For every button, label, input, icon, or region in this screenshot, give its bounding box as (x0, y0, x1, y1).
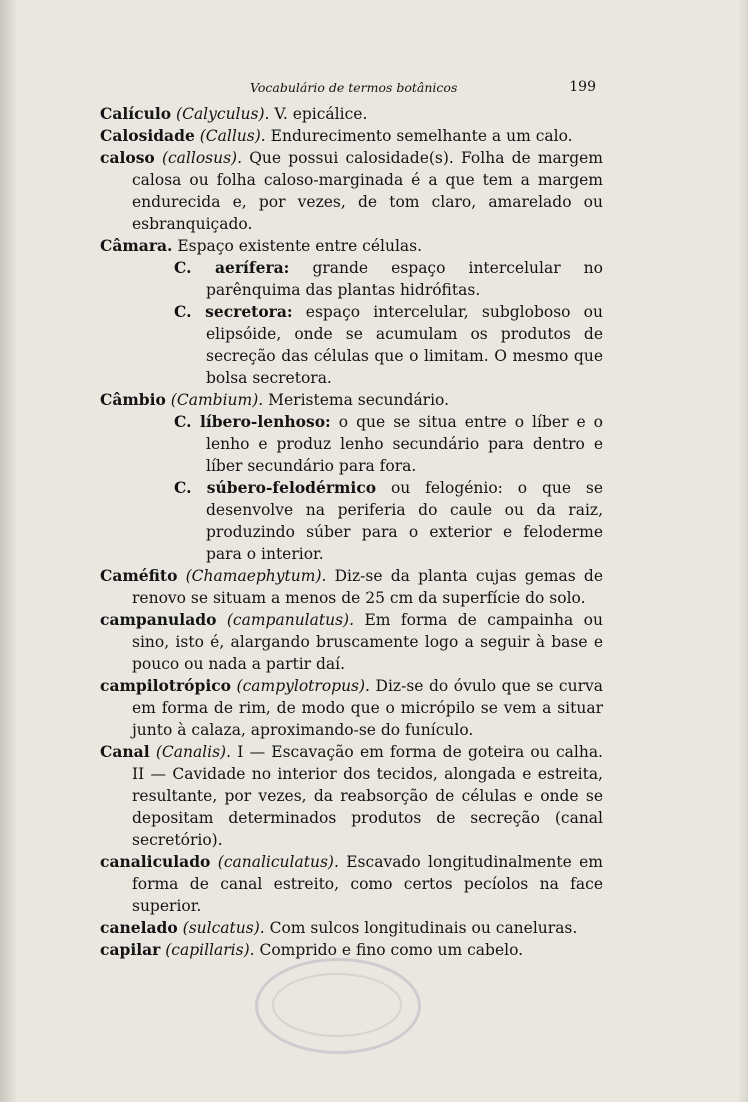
entry-latin-term: (campanulatus). (226, 611, 355, 629)
glossary-entry (100, 917, 603, 939)
subentry-headword: C. súbero-felodérmico (174, 478, 377, 497)
glossary-entry (100, 235, 603, 257)
entry-definition: Endurecimento semelhante a um calo. (265, 127, 573, 145)
entry-latin-term: (Callus). (199, 127, 266, 145)
page-gutter-shadow (0, 0, 16, 1102)
entry-headword: Canal (100, 742, 150, 761)
entry-definition: Escavado longitudinalmente em forma de canal estreito, como certos pecíolos na face superior. (132, 853, 603, 915)
glossary-subentry (100, 301, 603, 389)
entry-definition: V. epicálice. (269, 105, 368, 123)
entry-headword: canaliculado (100, 852, 211, 871)
glossary-text (100, 103, 603, 961)
entry-latin-term: (Chamaephytum). (185, 567, 327, 585)
glossary-subentry (100, 257, 603, 301)
entry-definition: Diz-se da planta cujas gemas de renovo se situam a menos de 25 cm da superfície do solo. (132, 567, 603, 607)
entry-latin-term: (canaliculatus). (217, 853, 339, 871)
glossary-entry (100, 147, 603, 235)
entry-latin-term: (campylotropus). (236, 677, 370, 695)
entry-latin-term: (callosus). (161, 149, 243, 167)
entry-headword: Caméfito (100, 566, 178, 585)
page-edge-shadow (738, 0, 748, 1102)
entry-headword: capilar (100, 940, 161, 959)
subentry-headword: C. aerífera: (174, 258, 290, 277)
running-header (100, 80, 600, 100)
subentry-definition: ou felogénio: o que se desenvolve na periferia do caule ou da raiz, produzindo súber para o exterior e feloderme para o interior. (206, 479, 603, 563)
entry-headword: campanulado (100, 610, 217, 629)
glossary-entry (100, 389, 603, 411)
library-stamp (255, 958, 421, 1054)
entry-definition: Com sulcos longitudinais ou caneluras. (264, 919, 578, 937)
subentry-headword: C. líbero-lenhoso: (174, 412, 331, 431)
entry-headword: Calículo (100, 104, 172, 123)
glossary-entry (100, 851, 603, 917)
entry-latin-term: (Calyculus). (176, 105, 270, 123)
glossary-entry (100, 609, 603, 675)
entry-definition: Espaço existente entre células. (172, 237, 423, 255)
library-stamp-inner-ring (272, 973, 402, 1037)
page-number: 199 (569, 79, 596, 95)
entry-headword: campilotrópico (100, 676, 232, 695)
entry-latin-term: (capillaris). (165, 941, 255, 959)
entry-latin-term: (Canalis). (155, 743, 232, 761)
glossary-entry (100, 565, 603, 609)
subentry-definition: grande espaço intercelular no parênquima das plantas hidrófitas. (206, 259, 603, 299)
glossary-entry (100, 675, 603, 741)
entry-headword: canelado (100, 918, 178, 937)
subentry-headword: C. secretora: (174, 302, 293, 321)
glossary-entry (100, 125, 603, 147)
entry-latin-term: (Cambium). (170, 391, 264, 409)
entry-definition: Em forma de campainha ou sino, isto é, alargando bruscamente logo a seguir à base e pouco ou nada a partir daí. (132, 611, 604, 673)
entry-headword: Calosidade (100, 126, 195, 145)
subentry-definition: espaço intercelular, subgloboso ou elipsóide, onde se acumulam os produtos de secreção das células que o limitam. O mesmo que bolsa secretora. (206, 303, 603, 387)
subentry-definition: o que se situa entre o líber e o lenho e produz lenho secundário para dentro e líber secundário para fora. (206, 413, 604, 475)
glossary-entry (100, 103, 603, 125)
glossary-subentry (100, 477, 603, 565)
glossary-subentry (100, 411, 603, 477)
entry-definition: Comprido e fino como um cabelo. (254, 941, 524, 959)
entry-definition: Meristema secundário. (263, 391, 450, 409)
entry-headword: Câmbio (100, 390, 166, 409)
glossary-entry (100, 741, 603, 851)
entry-headword: caloso (100, 148, 155, 167)
entry-definition: Diz-se do óvulo que se curva em forma de rim, de modo que o micrópilo se vem a situar junto à calaza, aproximando-se do funículo. (132, 677, 603, 739)
entry-latin-term: (sulcatus). (182, 919, 265, 937)
entry-definition: I — Escavação em forma de goteira ou calha. II — Cavidade no interior dos tecidos, alongada e estreita, resultante, por vezes, da reabsorção de células e onde se depositam determinados produtos de secreção (canal secretório). (132, 743, 603, 849)
running-header-title: Vocabulário de termos botânicos (250, 80, 458, 95)
entry-definition: Que possui calosidade(s). Folha de margem calosa ou folha caloso-marginada é a que tem a margem endurecida e, por vezes, de tom claro, amarelado ou esbranquiçado. (132, 149, 603, 233)
entry-headword: Câmara. (100, 236, 173, 255)
